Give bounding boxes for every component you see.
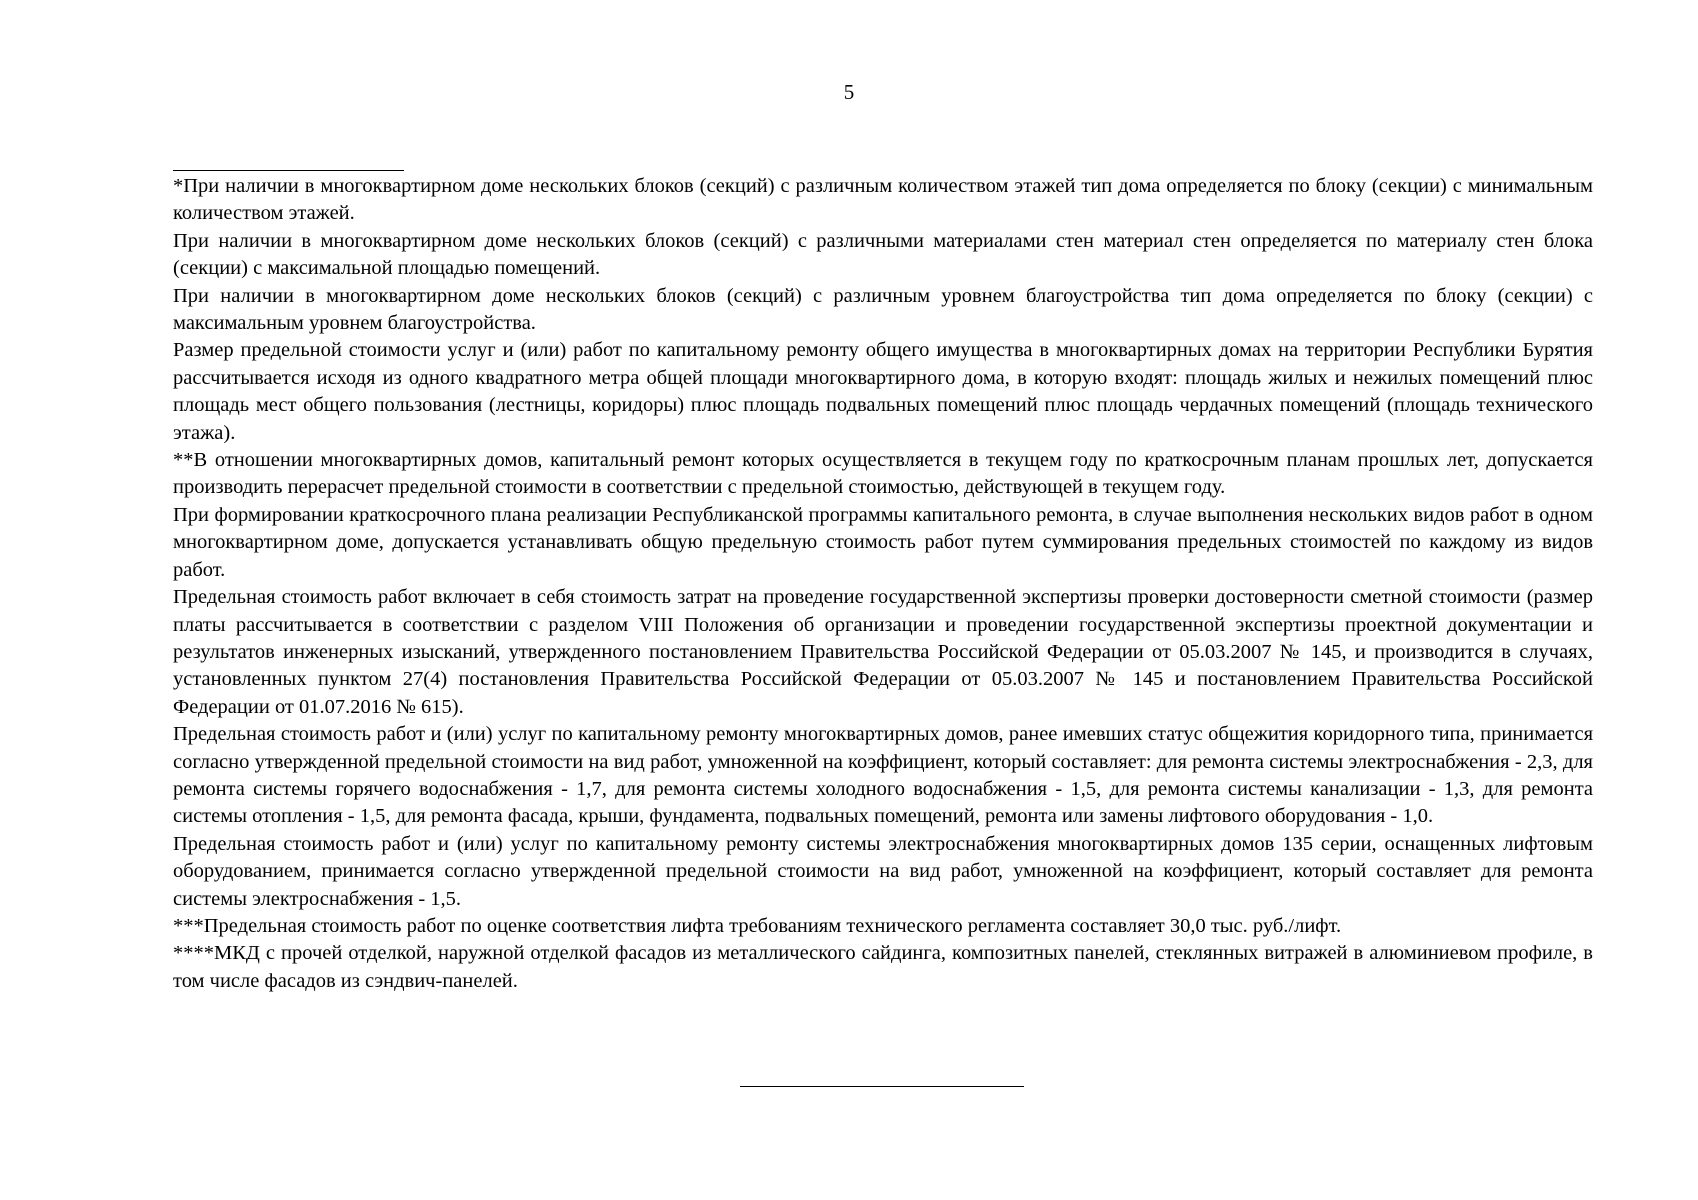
footnote-paragraph: ***Предельная стоимость работ по оценке соответствия лифта требованиям технического регламента составляет 30,0 тыс. руб./лифт. <box>173 914 1342 937</box>
end-separator-line <box>740 1086 1024 1087</box>
footnote-paragraph: При формировании краткосрочного плана реализации Республиканской программы капитального ремонта, в случае выполнения нескольких видов работ в одном многоквартирном доме, допускается устанавливать общую предельную стоимость работ путем суммирования предельных стоимостей по каждому из видов работ. <box>173 503 1593 581</box>
footnote-paragraph: При наличии в многоквартирном доме нескольких блоков (секций) с различными материалами стен материал стен определяется по материалу стен блока (секции) с максимальной площадью помещений. <box>173 229 1593 280</box>
footnotes-block <box>173 173 1593 995</box>
footnote-paragraph: Размер предельной стоимости услуг и (или) работ по капитальному ремонту общего имущества в многоквартирных домах на территории Республики Бурятия рассчитывается исходя из одного квадратного метра общей площади многоквартирного дома, в которую входят: площадь жилых и нежилых помещений плюс площадь мест общего пользования (лестницы, коридоры) плюс площадь подвальных помещений плюс площадь чердачных помещений (площадь технического этажа). <box>173 339 1593 444</box>
footnote-paragraph: Предельная стоимость работ включает в себя стоимость затрат на проведение государственной экспертизы проверки достоверности сметной стоимости (размер платы рассчитывается в соответствии с разделом VIII Положения об организации и проведении государственной экспертизы проектной документации и результатов инженерных изысканий, утвержденного постановлением Правительства Российской Федерации от 05.03.2007 № 145, и производится в случаях, установленных пунктом 27(4) постановления Правительства Российской Федерации от 05.03.2007 № 145 и постановлением Правительства Российской Федерации от 01.07.2016 № 615). <box>173 586 1593 718</box>
footnote-paragraph: **В отношении многоквартирных домов, капитальный ремонт которых осуществляется в текущем году по краткосрочным планам прошлых лет, допускается производить перерасчет предельной стоимости в соответствии с предельной стоимостью, действующей в текущем году. <box>173 449 1593 499</box>
footnote-paragraph: ****МКД с прочей отделкой, наружной отделкой фасадов из металлического сайдинга, композитных панелей, стеклянных витражей в алюминиевом профиле, в том числе фасадов из сэндвич-панелей. <box>173 942 1593 992</box>
page-number: 5 <box>843 80 855 104</box>
footnote-paragraph: Предельная стоимость работ и (или) услуг по капитальному ремонту системы электроснабжения многоквартирных домов 135 серии, оснащенных лифтовым оборудованием, принимается согласно утвержденной предельной стоимости на вид работ, умноженной на коэффициент, который составляет для ремонта системы электроснабжения - 1,5. <box>173 832 1593 910</box>
footnote-paragraph: При наличии в многоквартирном доме нескольких блоков (секций) с различным уровнем благоустройства тип дома определяется по блоку (секции) с максимальным уровнем благоустройства. <box>173 284 1593 335</box>
footnote-paragraph: Предельная стоимость работ и (или) услуг по капитальному ремонту многоквартирных домов, ранее имевших статус общежития коридорного типа, принимается согласно утвержденной предельной стоимости на вид работ, умноженной на коэффициент, который составляет: для ремонта системы электроснабжения - 2,3, для ремонта системы горячего водоснабжения - 1,7, для ремонта системы холодного водоснабжения - 1,5, для ремонта системы канализации - 1,3, для ремонта системы отопления - 1,5, для ремонта фасада, крыши, фундамента, подвальных помещений, ремонта или замены лифтового оборудования - 1,0. <box>173 723 1593 828</box>
footnote-separator <box>173 170 404 171</box>
footnote-paragraph: *При наличии в многоквартирном доме нескольких блоков (секций) с различным количеством этажей тип дома определяется по блоку (секции) с минимальным количеством этажей. <box>173 175 1593 225</box>
